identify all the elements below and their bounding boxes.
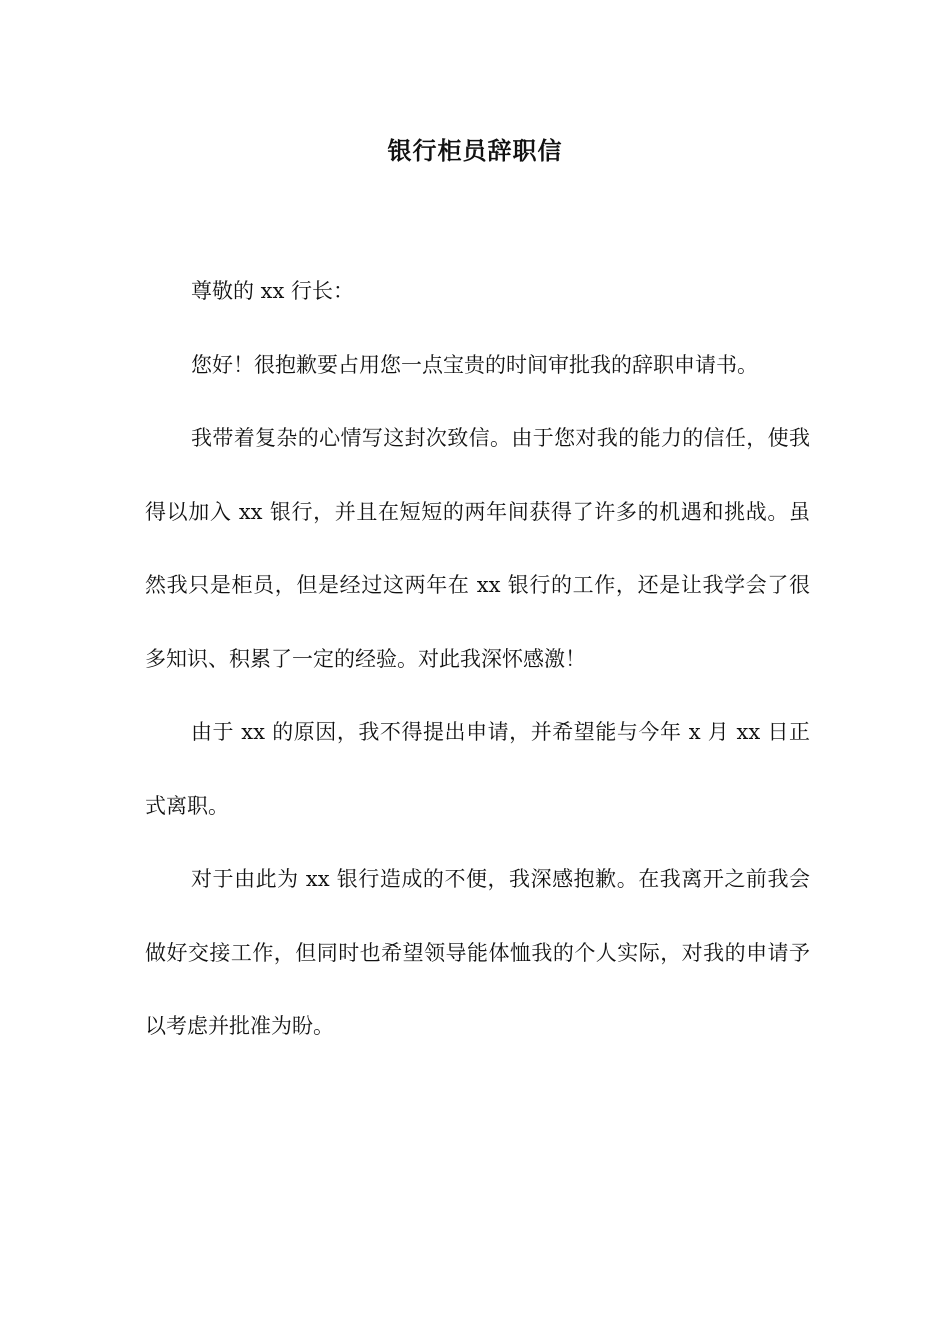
paragraph-greeting: 您好！很抱歉要占用您一点宝贵的时间审批我的辞职申请书。 (191, 352, 758, 377)
paragraph-gratitude: 我带着复杂的心情写这封次致信。由于您对我的能力的信任，使我得以加入 xx 银行，并且在短短的两年间获得了许多的机遇和挑战。虽然我只是柜员，但是经过这两年在 xx 银行的工作，还是让我学会了很多知识、积累了一定的经验。对此我深怀感激！ (145, 426, 810, 671)
paragraph-reason: 由于 xx 的原因，我不得提出申请，并希望能与今年 x 月 xx 日正式离职。 (145, 720, 810, 818)
document-title: 银行柜员辞职信 (387, 136, 563, 165)
paragraph-apology: 对于由此为 xx 银行造成的不便，我深感抱歉。在我离开之前我会做好交接工作，但同时也希望领导能体恤我的个人实际，对我的申请予以考虑并批准为盼。 (145, 867, 810, 1038)
salutation: 尊敬的 xx 行长： (191, 279, 355, 303)
letter-body (145, 255, 810, 1064)
